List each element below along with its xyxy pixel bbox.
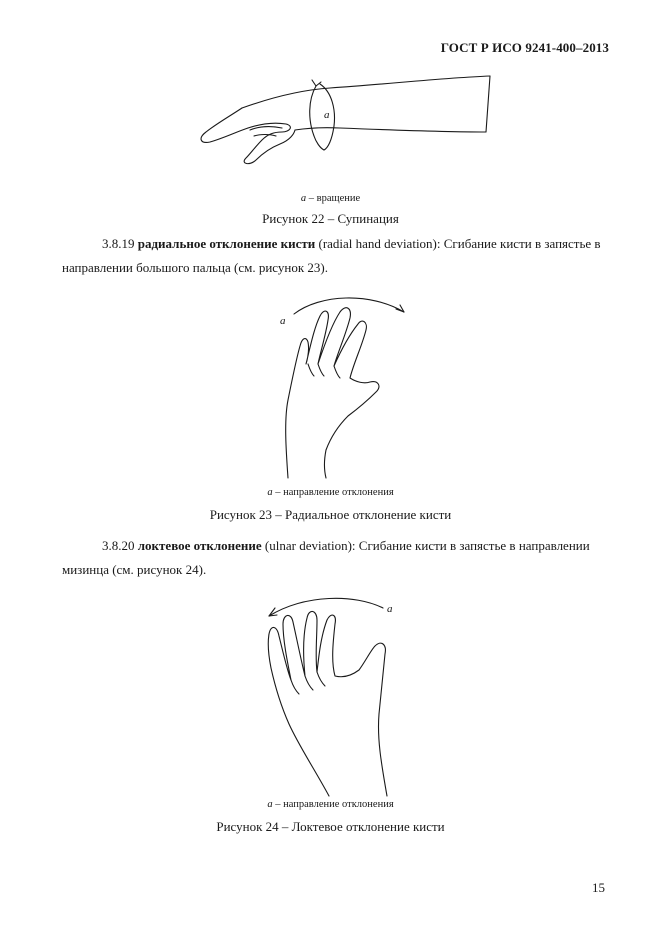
figure-23-illustration (270, 290, 420, 480)
paragraph-3-8-20 (62, 534, 610, 582)
figure-22-caption: Рисунок 22 – Супинация (262, 211, 399, 226)
paragraph-3-8-20-term: локтевое отклонение (137, 538, 262, 553)
figure-23-caption: Рисунок 23 – Радиальное отклонение кисти (209, 507, 452, 522)
figure-23-note-letter: a (267, 487, 273, 498)
figure-22-note (0, 193, 661, 204)
figure-22-note-text: – вращение (308, 193, 361, 204)
paragraph-3-8-19 (62, 232, 610, 280)
figure-24-illustration (255, 590, 405, 800)
figure-23-label-a: a (280, 315, 286, 327)
paragraph-3-8-20-english: (ulnar deviation) (264, 538, 352, 553)
arm-supination-drawing (190, 70, 500, 180)
figure-22-note-letter: a (300, 193, 307, 204)
document-header-code: ГОСТ Р ИСО 9241-400–2013 (440, 40, 609, 55)
paragraph-3-8-20-text: : Сгибание кисти в запястье в направлении мизинца (см. рисунок 24). (62, 538, 590, 577)
paragraph-3-8-19-text: : Сгибание кисти в запястье в направлении большого пальца (см. рисунок 23). (62, 236, 601, 275)
page-number: 15 (592, 880, 605, 895)
paragraph-3-8-20-number: 3.8.20 (102, 538, 135, 553)
figure-24-note-letter: a (267, 799, 273, 810)
figure-24-caption: Рисунок 24 – Локтевое отклонение кисти (216, 819, 445, 834)
figure-22-label-a: a (324, 109, 330, 121)
paragraph-3-8-19-english: (radial hand deviation) (318, 236, 437, 251)
figure-24-note (0, 799, 661, 810)
figure-24-label-a: a (387, 603, 393, 615)
figure-22-illustration (190, 70, 500, 180)
figure-23-note-text: – направление отклонения (275, 487, 394, 498)
figure-24-note-text: – направление отклонения (275, 799, 394, 810)
hand-ulnar-deviation-drawing (255, 590, 405, 800)
hand-radial-deviation-drawing (270, 290, 420, 480)
figure-23-note (0, 487, 661, 498)
paragraph-3-8-19-number: 3.8.19 (102, 236, 135, 251)
paragraph-3-8-19-term: радиальное отклонение кисти (137, 236, 316, 251)
